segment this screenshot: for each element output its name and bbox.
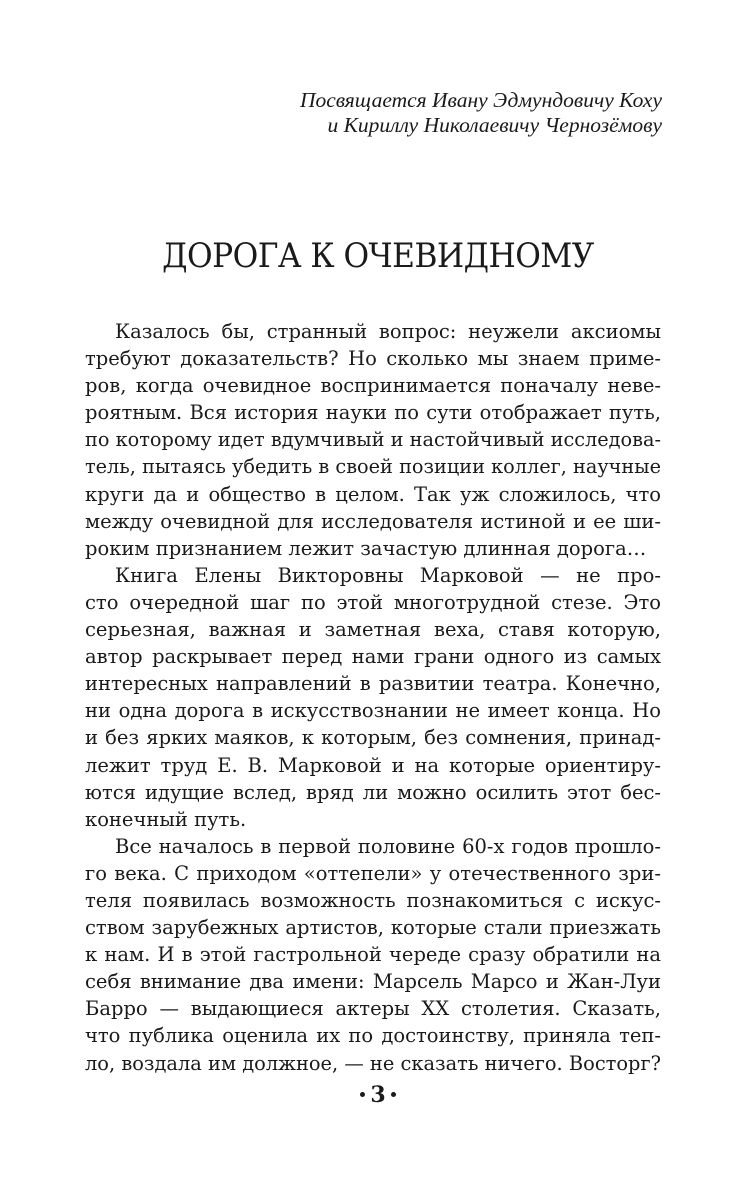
text-line: ни одна дорога в искусствознании не имеет конца. Но: [85, 699, 661, 723]
body-text: [85, 318, 661, 1077]
text-line: и без ярких маяков, к которым, без сомнения, принад-: [85, 726, 661, 750]
text-line: Книга Елены Викторовны Марковой — не про-: [115, 563, 661, 587]
chapter-title: ДОРОГА К ОЧЕВИДНОМУ: [162, 236, 594, 276]
text-line: Барро — выдающиеся актеры XX столетия. Сказать,: [85, 997, 661, 1021]
text-line: ством зарубежных артистов, которые стали приезжать: [85, 916, 661, 940]
text-line: лежит труд Е. В. Марковой и на которые ориентиру-: [85, 753, 661, 777]
text-line: требуют доказательств? Но сколько мы знаем приме-: [85, 347, 661, 371]
text-line: себя внимание два имени: Марсель Марсо и Жан-Луи: [85, 970, 661, 994]
text-line: сто очередной шаг по этой многотрудной стезе. Это: [85, 590, 661, 614]
text-line: автор раскрывает перед нами грани одного из самых: [85, 645, 661, 669]
text-line: роятным. Вся история науки по сути отображает путь,: [85, 401, 661, 425]
dedication-line-2: и Кириллу Николаевичу Чернозёмову: [327, 113, 662, 137]
bullet-dot-icon: [360, 1092, 365, 1097]
text-line: что публика оценила их по достоинству, приняла теп-: [85, 1024, 661, 1048]
text-line: по которому идет вдумчивый и настойчивый исследова-: [85, 428, 661, 452]
text-line: серьезная, важная и заметная веха, ставя которую,: [85, 618, 661, 642]
text-line: теля появилась возможность познакомиться с искус-: [85, 888, 661, 912]
text-line: к нам. И в этой гастрольной череде сразу обратили на: [85, 943, 661, 967]
text-line: интересных направлений в развитии театра. Конечно,: [85, 672, 661, 696]
dedication-line-1: Посвящается Ивану Эдмундовичу Коху: [299, 88, 662, 112]
text-line: роким признанием лежит зачастую длинная дорога…: [85, 536, 647, 560]
text-line: между очевидной для исследователя истиной и ее ши-: [85, 509, 661, 533]
text-line: Все началось в первой половине 60-х годов прошло-: [115, 834, 661, 858]
text-line: круги да и общество в целом. Так уж сложилось, что: [85, 482, 661, 506]
page-number-value: 3: [370, 1082, 386, 1108]
text-line: конечный путь.: [85, 807, 247, 831]
text-line: ются идущие вслед, вряд ли можно осилить этот бес-: [85, 780, 661, 804]
text-line: тель, пытаясь убедить в своей позиции коллег, научные: [85, 455, 661, 479]
page-number: [0, 1082, 756, 1108]
dedication: [300, 88, 662, 138]
text-line: ло, воздала им должное, — не сказать ничего. Восторг?: [85, 1051, 661, 1075]
bullet-dot-icon: [391, 1092, 396, 1097]
text-line: го века. С приходом «оттепели» у отечественного зри-: [85, 861, 661, 885]
text-line: ров, когда очевидное воспринимается поначалу неве-: [85, 374, 661, 398]
text-line: Казалось бы, странный вопрос: неужели аксиомы: [115, 320, 661, 343]
